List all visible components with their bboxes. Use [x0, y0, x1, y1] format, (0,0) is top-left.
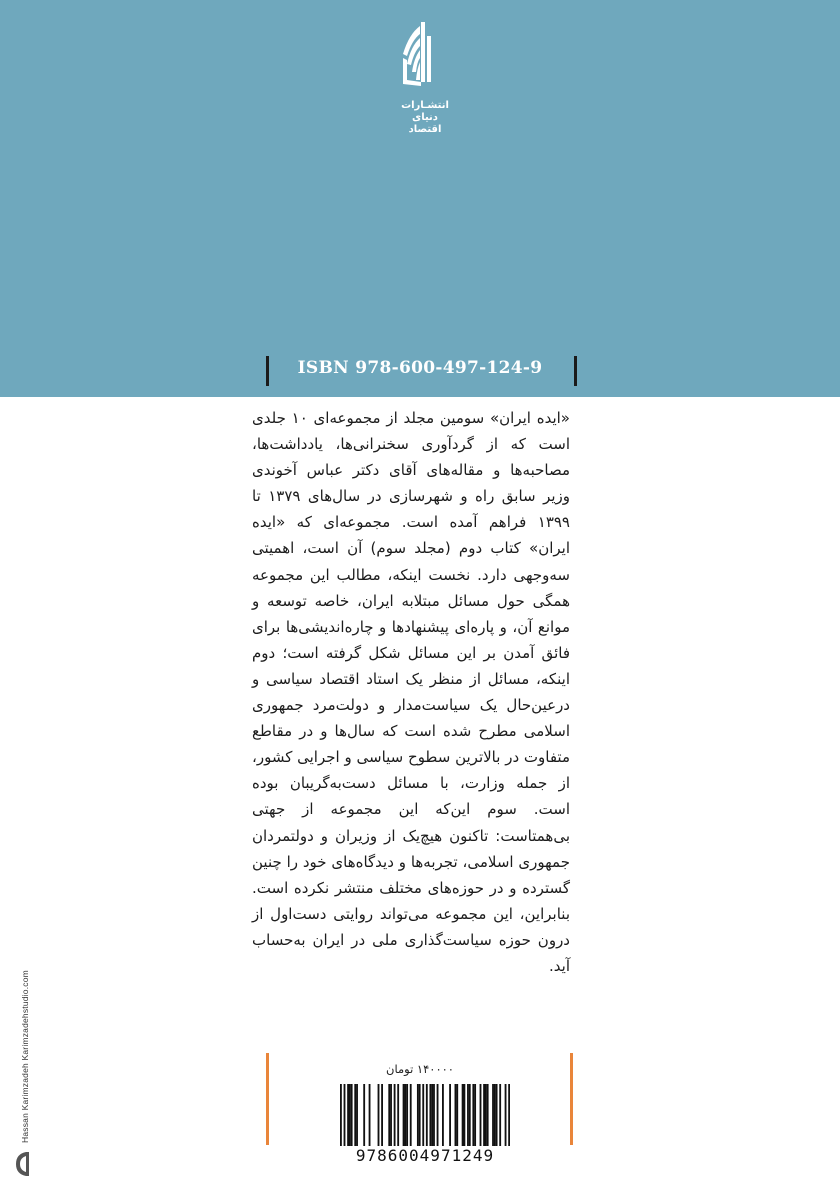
barcode-bar [394, 1084, 396, 1146]
barcode-bar [462, 1084, 464, 1146]
barcode-bar [505, 1084, 507, 1146]
publisher-name-line2: دنیای اقتصاد [408, 112, 442, 135]
barcode-bar [354, 1084, 356, 1146]
barcode-bar [431, 1084, 433, 1146]
isbn-barcode [340, 1084, 510, 1146]
barcode-bar [433, 1084, 435, 1146]
barcode-bar [390, 1084, 392, 1146]
barcode-bar [480, 1084, 482, 1146]
barcode-bar [474, 1084, 476, 1146]
barcode-bar [404, 1084, 406, 1146]
cover-top-panel [0, 0, 840, 397]
price-label: ۱۴۰۰۰۰ تومان [386, 1062, 454, 1076]
barcode-bar [485, 1084, 487, 1146]
barcode-bar [381, 1084, 383, 1146]
barcode-bar [419, 1084, 421, 1146]
price-left-bar [266, 1053, 269, 1145]
barcode-bar [437, 1084, 439, 1146]
barcode-bar [363, 1084, 365, 1146]
barcode-bar [429, 1084, 431, 1146]
barcode-bar [397, 1084, 399, 1146]
barcode-bar [422, 1084, 424, 1146]
barcode-bar [442, 1084, 444, 1146]
barcode-bar [417, 1084, 419, 1146]
barcode-bar [406, 1084, 408, 1146]
barcode-bar [483, 1084, 485, 1146]
barcode-bar [388, 1084, 390, 1146]
barcode-bar [487, 1084, 489, 1146]
barcode-bar [494, 1084, 496, 1146]
barcode-digits: 9786004971249 [355, 1146, 495, 1165]
isbn-left-bar [266, 356, 269, 386]
designer-logo-icon [10, 1150, 32, 1180]
back-cover-blurb: «ایده ایران» سومین مجلد از مجموعه‌ای ۱۰ جلدی است که از گردآوری سخنرانی‌ها، یادداشت‌ها، مصاحبه‌ها و مقاله‌های آقای دکتر عباس آخوندی وزیر سابق راه و شهرسازی در سال‌های ۱۳۷۹ تا ۱۳۹۹ فراهم آمده است. مجموعه‌ای که «ایده ایران» کتاب دوم (مجلد سوم) آن است، اهمیتی سه‌وجهی دارد. نخست اینکه، مطالب این مجموعه همگی حول مسائل مبتلابه ایران، خاصه توسعه و موانع آن، و پاره‌ای پیشنهادها و چاره‌اندیشی‌ها برای فائق آمدن بر این مسائل شکل گرفته است؛ دوم اینکه، مسائل از منظر یک استاد اقتصاد سیاسی و درعین‌حال یک سیاست‌مدار و دولت‌مرد جمهوری اسلامی مطرح شده است که سال‌ها و در مقاطع متفاوت در بالاترین سطوح سیاسی و اجرایی کشور، از جمله وزارت، با مسائل دست‌به‌گریبان بوده است. سوم این‌که این مجموعه از جهتی بی‌همتاست: تاکنون هیچ‌یک از وزیران و دولتمردان جمهوری اسلامی، تجربه‌ها و دیدگاه‌های خود را چنین گسترده و در حوزه‌های مختلف منتشر نکرده است. بنابراین، این مجموعه می‌تواند روایتی دست‌اول از درون حوزه سیاست‌گذاری ملی در ایران به‌حساب آید. [252, 409, 571, 975]
barcode-bar [340, 1084, 342, 1146]
barcode-bar [410, 1084, 412, 1146]
barcode-bar [508, 1084, 510, 1146]
isbn-right-bar [574, 356, 577, 386]
barcode-bar [467, 1084, 469, 1146]
barcode-bar [344, 1084, 346, 1146]
barcode-bar [455, 1084, 457, 1146]
barcode-bar [463, 1084, 465, 1146]
barcode-bar [356, 1084, 358, 1146]
barcode-bar [469, 1084, 471, 1146]
isbn-label: ISBN 978-600-497-124-9 [297, 358, 543, 378]
barcode-bar [472, 1084, 474, 1146]
barcode-bar [378, 1084, 380, 1146]
barcode-bar [349, 1084, 351, 1146]
barcode-bar [496, 1084, 498, 1146]
barcode-bar [426, 1084, 428, 1146]
barcode-bar [492, 1084, 494, 1146]
price-right-bar [570, 1053, 573, 1145]
publisher-name-line1: انتشـارات [401, 100, 449, 111]
barcode-bar [449, 1084, 451, 1146]
barcode-bar [456, 1084, 458, 1146]
barcode-bar [351, 1084, 353, 1146]
designer-credit: Hassan Karimzadeh Karimzadehstudio.com [20, 970, 30, 1143]
barcode-bar [499, 1084, 501, 1146]
barcode-bar [369, 1084, 371, 1146]
barcode-bar [347, 1084, 349, 1146]
barcode-bar [403, 1084, 405, 1146]
